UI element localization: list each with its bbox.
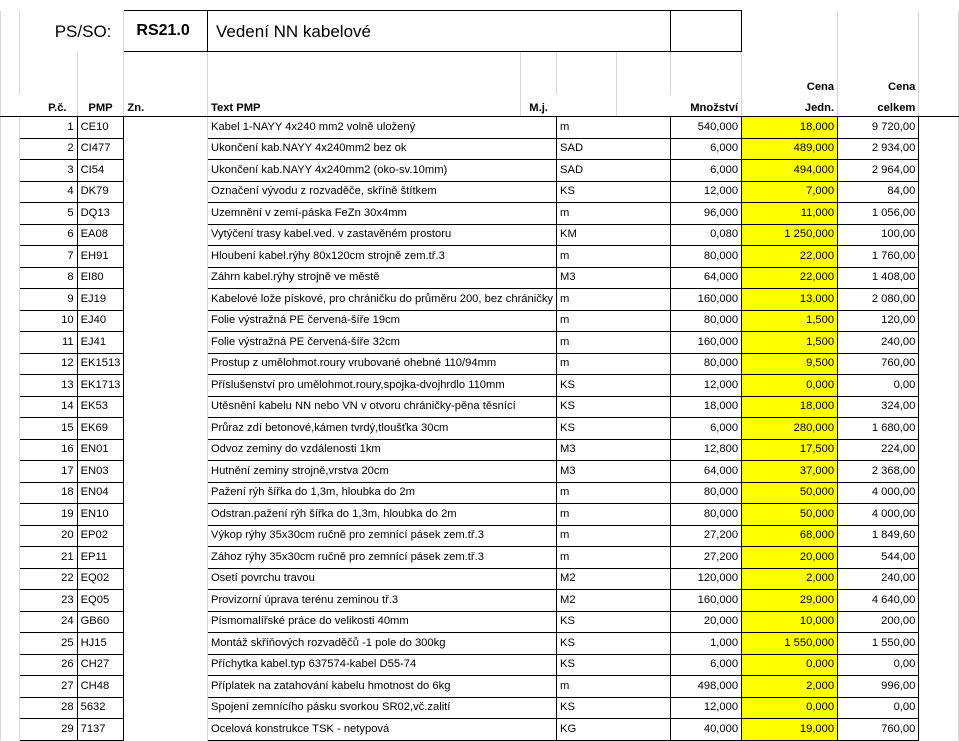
- row-quantity: 27,200: [671, 525, 742, 547]
- row-text: Spojení zemnícího pásku svorkou SR02,vč.zalití: [207, 697, 556, 719]
- row-unit: SAD: [557, 138, 671, 160]
- row-unit: KS: [557, 396, 671, 418]
- row-quantity: 80,000: [671, 482, 742, 504]
- row-unit: KS: [557, 375, 671, 397]
- row-unit-price: 494,000: [742, 160, 838, 182]
- row-unit-price: 489,000: [742, 138, 838, 160]
- row-text: Montáž skříňových rozvaděčů -1 pole do 300kg: [207, 633, 556, 655]
- table-row: [1, 418, 959, 440]
- row-unit-price: 7,000: [742, 181, 838, 203]
- row-total: 1 680,00: [838, 418, 919, 440]
- row-total: 100,00: [838, 224, 919, 246]
- row-total: 2 934,00: [838, 138, 919, 160]
- row-pmp: EK1513: [77, 353, 124, 375]
- table-row: [1, 482, 959, 504]
- col-price-top: Cena: [742, 80, 838, 95]
- row-pmp: EQ05: [77, 590, 124, 612]
- table-row: [1, 590, 959, 612]
- row-unit-price: 37,000: [742, 461, 838, 483]
- row-quantity: 6,000: [671, 418, 742, 440]
- row-number: 28: [19, 697, 77, 719]
- row-number: 6: [19, 224, 77, 246]
- row-text: Výkop rýhy 35x30cm ručně pro zemnící pásek zem.tř.3: [207, 525, 556, 547]
- row-pmp: EP11: [77, 547, 124, 569]
- col-total-top: Cena: [838, 80, 919, 95]
- row-text: Vytýčení trasy kabel.ved. v zastavěném prostoru: [207, 224, 556, 246]
- table-row: [1, 697, 959, 719]
- table-row: [1, 525, 959, 547]
- table-row: [1, 246, 959, 268]
- row-pmp: EH91: [77, 246, 124, 268]
- row-total: 1 760,00: [838, 246, 919, 268]
- row-total: 4 640,00: [838, 590, 919, 612]
- row-number: 22: [19, 568, 77, 590]
- row-unit: M2: [557, 590, 671, 612]
- row-number: 15: [19, 418, 77, 440]
- row-unit-price: 20,000: [742, 547, 838, 569]
- row-quantity: 12,800: [671, 439, 742, 461]
- row-number: 16: [19, 439, 77, 461]
- row-unit-price: 19,000: [742, 719, 838, 741]
- row-unit-price: 280,000: [742, 418, 838, 440]
- row-pmp: EK69: [77, 418, 124, 440]
- row-pmp: DQ13: [77, 203, 124, 225]
- table-row: [1, 267, 959, 289]
- row-pmp: CE10: [77, 117, 124, 139]
- row-text: Hutnění zeminy strojně,vrstva 20cm: [207, 461, 556, 483]
- title-row: [1, 11, 959, 52]
- row-unit: KS: [557, 181, 671, 203]
- row-text: Provizorní úprava terénu zeminou tř.3: [207, 590, 556, 612]
- col-pc: P.č.: [1, 95, 78, 117]
- row-pmp: CI477: [77, 138, 124, 160]
- row-number: 7: [19, 246, 77, 268]
- table-row: [1, 181, 959, 203]
- row-quantity: 160,000: [671, 289, 742, 311]
- row-number: 2: [19, 138, 77, 160]
- row-pmp: EN10: [77, 504, 124, 526]
- row-pmp: EJ19: [77, 289, 124, 311]
- row-unit-price: 22,000: [742, 246, 838, 268]
- row-total: 760,00: [838, 719, 919, 741]
- row-text: Osetí povrchu travou: [207, 568, 556, 590]
- table-row: [1, 289, 959, 311]
- row-total: 2 964,00: [838, 160, 919, 182]
- row-number: 29: [19, 719, 77, 741]
- row-quantity: 6,000: [671, 654, 742, 676]
- row-pmp: 7137: [77, 719, 124, 741]
- row-pmp: EN01: [77, 439, 124, 461]
- row-pmp: EA08: [77, 224, 124, 246]
- row-unit: m: [557, 676, 671, 698]
- row-unit: KS: [557, 633, 671, 655]
- row-unit: m: [557, 310, 671, 332]
- row-pmp: EN03: [77, 461, 124, 483]
- row-total: 2 368,00: [838, 461, 919, 483]
- row-quantity: 80,000: [671, 353, 742, 375]
- row-text: Ukončení kab.NAYY 4x240mm2 (oko-sv.10mm): [207, 160, 556, 182]
- row-unit: KM: [557, 224, 671, 246]
- row-unit-price: 10,000: [742, 611, 838, 633]
- row-number: 5: [19, 203, 77, 225]
- row-total: 84,00: [838, 181, 919, 203]
- row-unit: m: [557, 504, 671, 526]
- row-text: Písmomalířské práce do velikosti 40mm: [207, 611, 556, 633]
- row-unit-price: 1,500: [742, 310, 838, 332]
- row-pmp: EJ41: [77, 332, 124, 354]
- row-text: Uzemnění v zemí-páska FeZn 30x4mm: [207, 203, 556, 225]
- row-number: 12: [19, 353, 77, 375]
- row-unit-price: 11,000: [742, 203, 838, 225]
- row-total: 240,00: [838, 332, 919, 354]
- row-total: 1 056,00: [838, 203, 919, 225]
- row-unit-price: 50,000: [742, 482, 838, 504]
- row-pmp: CH27: [77, 654, 124, 676]
- row-unit: KS: [557, 418, 671, 440]
- row-pmp: EI80: [77, 267, 124, 289]
- table-row: [1, 611, 959, 633]
- row-total: 1 408,00: [838, 267, 919, 289]
- table-row: [1, 676, 959, 698]
- row-unit-price: 29,000: [742, 590, 838, 612]
- row-total: 2 080,00: [838, 289, 919, 311]
- row-total: 4 000,00: [838, 482, 919, 504]
- row-unit-price: 9,500: [742, 353, 838, 375]
- row-unit: KS: [557, 654, 671, 676]
- row-text: Příchytka kabel.typ 637574-kabel D55-74: [207, 654, 556, 676]
- ps-so-label: PS/SO:: [19, 11, 124, 52]
- row-quantity: 160,000: [671, 590, 742, 612]
- row-quantity: 64,000: [671, 267, 742, 289]
- header-row-top: [1, 80, 959, 95]
- row-quantity: 18,000: [671, 396, 742, 418]
- row-text: Utěsnění kabelu NN nebo VN v otvoru chráničky-pěna těsnící: [207, 396, 556, 418]
- row-quantity: 96,000: [671, 203, 742, 225]
- row-unit-price: 17,500: [742, 439, 838, 461]
- table-row: [1, 719, 959, 741]
- table-row: [1, 224, 959, 246]
- row-text: Folie výstražná PE červená-šíře 32cm: [207, 332, 556, 354]
- row-unit-price: 50,000: [742, 504, 838, 526]
- col-zn: Zn.: [124, 95, 208, 117]
- row-quantity: 0,080: [671, 224, 742, 246]
- row-pmp: EK1713: [77, 375, 124, 397]
- row-total: 760,00: [838, 353, 919, 375]
- page-title: Vedení NN kabelové: [207, 11, 670, 52]
- row-quantity: 64,000: [671, 461, 742, 483]
- table-row: [1, 160, 959, 182]
- row-quantity: 1,000: [671, 633, 742, 655]
- row-unit: m: [557, 353, 671, 375]
- row-unit-price: 18,000: [742, 117, 838, 139]
- row-quantity: 6,000: [671, 138, 742, 160]
- row-unit-price: 0,000: [742, 654, 838, 676]
- row-number: 19: [19, 504, 77, 526]
- row-unit-price: 68,000: [742, 525, 838, 547]
- table-row: [1, 138, 959, 160]
- col-price-bottom: Jedn.: [742, 95, 838, 117]
- row-text: Ukončení kab.NAYY 4x240mm2 bez ok: [207, 138, 556, 160]
- table-row: [1, 396, 959, 418]
- row-quantity: 120,000: [671, 568, 742, 590]
- row-pmp: EJ40: [77, 310, 124, 332]
- table-row: [1, 203, 959, 225]
- row-total: 4 000,00: [838, 504, 919, 526]
- col-total-bottom: celkem: [838, 95, 919, 117]
- row-number: 9: [19, 289, 77, 311]
- row-number: 14: [19, 396, 77, 418]
- row-text: Označení vývodu z rozvaděče, skříně štítkem: [207, 181, 556, 203]
- row-total: 1 550,00: [838, 633, 919, 655]
- budget-table: [0, 10, 959, 741]
- row-number: 4: [19, 181, 77, 203]
- table-row: [1, 547, 959, 569]
- row-pmp: EQ02: [77, 568, 124, 590]
- row-quantity: 6,000: [671, 160, 742, 182]
- row-quantity: 12,000: [671, 181, 742, 203]
- row-text: Odvoz zeminy do vzdálenosti 1km: [207, 439, 556, 461]
- row-total: 996,00: [838, 676, 919, 698]
- row-pmp: DK79: [77, 181, 124, 203]
- row-unit-price: 0,000: [742, 375, 838, 397]
- row-text: Příslušenství pro umělohmot.roury,spojka-dvojhrdlo 110mm: [207, 375, 556, 397]
- table-row: [1, 117, 959, 139]
- row-unit: m: [557, 289, 671, 311]
- row-unit-price: 13,000: [742, 289, 838, 311]
- row-number: 21: [19, 547, 77, 569]
- row-quantity: 12,000: [671, 697, 742, 719]
- table-row: [1, 461, 959, 483]
- row-unit-price: 2,000: [742, 676, 838, 698]
- row-number: 27: [19, 676, 77, 698]
- row-quantity: 80,000: [671, 246, 742, 268]
- table-row: [1, 375, 959, 397]
- object-code: RS21.0: [124, 11, 208, 52]
- row-text: Folie výstražná PE červená-šíře 19cm: [207, 310, 556, 332]
- row-unit-price: 22,000: [742, 267, 838, 289]
- row-total: 0,00: [838, 375, 919, 397]
- row-unit: M3: [557, 461, 671, 483]
- row-unit: KS: [557, 697, 671, 719]
- row-total: 0,00: [838, 697, 919, 719]
- row-unit: m: [557, 203, 671, 225]
- table-row: [1, 654, 959, 676]
- row-unit: M3: [557, 439, 671, 461]
- row-unit-price: 1,500: [742, 332, 838, 354]
- header-row: [1, 95, 959, 117]
- table-row: [1, 332, 959, 354]
- row-quantity: 498,000: [671, 676, 742, 698]
- row-number: 11: [19, 332, 77, 354]
- row-total: 200,00: [838, 611, 919, 633]
- row-quantity: 80,000: [671, 504, 742, 526]
- row-unit-price: 18,000: [742, 396, 838, 418]
- row-unit: SAD: [557, 160, 671, 182]
- row-unit: m: [557, 525, 671, 547]
- row-text: Hloubení kabel.rýhy 80x120cm strojně zem.tř.3: [207, 246, 556, 268]
- row-quantity: 20,000: [671, 611, 742, 633]
- row-text: Kabel 1-NAYY 4x240 mm2 volně uložený: [207, 117, 556, 139]
- row-number: 17: [19, 461, 77, 483]
- row-quantity: 27,200: [671, 547, 742, 569]
- row-pmp: 5632: [77, 697, 124, 719]
- row-number: 23: [19, 590, 77, 612]
- row-pmp: EP02: [77, 525, 124, 547]
- row-unit: m: [557, 482, 671, 504]
- row-total: 0,00: [838, 654, 919, 676]
- table-row: [1, 310, 959, 332]
- row-number: 24: [19, 611, 77, 633]
- row-unit-price: 2,000: [742, 568, 838, 590]
- row-unit: m: [557, 547, 671, 569]
- row-unit: m: [557, 332, 671, 354]
- row-total: 224,00: [838, 439, 919, 461]
- row-pmp: EK53: [77, 396, 124, 418]
- row-total: 544,00: [838, 547, 919, 569]
- row-quantity: 540,000: [671, 117, 742, 139]
- row-text: Příplatek na zatahování kabelu hmotnost do 6kg: [207, 676, 556, 698]
- row-total: 120,00: [838, 310, 919, 332]
- row-text: Průraz zdí betonové,kámen tvrdý,tloušťka 30cm: [207, 418, 556, 440]
- row-pmp: CH48: [77, 676, 124, 698]
- row-number: 10: [19, 310, 77, 332]
- row-quantity: 160,000: [671, 332, 742, 354]
- row-text: Záhrn kabel.rýhy strojně ve městě: [207, 267, 556, 289]
- col-qty: Množství: [616, 95, 741, 117]
- row-text: Prostup z umělohmot.roury vrubované ohebné 110/94mm: [207, 353, 556, 375]
- row-unit-price: 1 550,000: [742, 633, 838, 655]
- row-number: 1: [19, 117, 77, 139]
- row-number: 3: [19, 160, 77, 182]
- row-total: 1 849,60: [838, 525, 919, 547]
- row-pmp: EN04: [77, 482, 124, 504]
- row-unit: KS: [557, 611, 671, 633]
- row-text: Zához rýhy 35x30cm ručně pro zemnící pásek zem.tř.3: [207, 547, 556, 569]
- table-row: [1, 353, 959, 375]
- row-number: 18: [19, 482, 77, 504]
- row-text: Kabelové lože pískové, pro chráničku do průměru 200, bez chráničky: [207, 289, 556, 311]
- row-number: 25: [19, 633, 77, 655]
- row-number: 8: [19, 267, 77, 289]
- row-unit: m: [557, 246, 671, 268]
- row-text: Pažení rýh šířka do 1,3m, hloubka do 2m: [207, 482, 556, 504]
- row-total: 240,00: [838, 568, 919, 590]
- row-unit-price: 0,000: [742, 697, 838, 719]
- row-pmp: GB60: [77, 611, 124, 633]
- row-unit: m: [557, 117, 671, 139]
- table-row: [1, 633, 959, 655]
- row-unit: M3: [557, 267, 671, 289]
- col-pmp: PMP: [77, 95, 124, 117]
- row-pmp: CI54: [77, 160, 124, 182]
- row-text: Ocelová konstrukce TSK - netypová: [207, 719, 556, 741]
- row-quantity: 80,000: [671, 310, 742, 332]
- table-row: [1, 568, 959, 590]
- row-unit: M2: [557, 568, 671, 590]
- row-quantity: 40,000: [671, 719, 742, 741]
- table-row: [1, 504, 959, 526]
- row-number: 26: [19, 654, 77, 676]
- row-quantity: 12,000: [671, 375, 742, 397]
- row-number: 13: [19, 375, 77, 397]
- row-text: Odstran.pažení rýh šířka do 1,3m, hloubka do 2m: [207, 504, 556, 526]
- col-text: Text PMP: [207, 95, 520, 117]
- table-row: [1, 439, 959, 461]
- row-unit: KG: [557, 719, 671, 741]
- row-total: 324,00: [838, 396, 919, 418]
- col-mj: M.j.: [520, 95, 616, 117]
- row-unit-price: 1 250,000: [742, 224, 838, 246]
- row-pmp: HJ15: [77, 633, 124, 655]
- row-number: 20: [19, 525, 77, 547]
- row-total: 9 720,00: [838, 117, 919, 139]
